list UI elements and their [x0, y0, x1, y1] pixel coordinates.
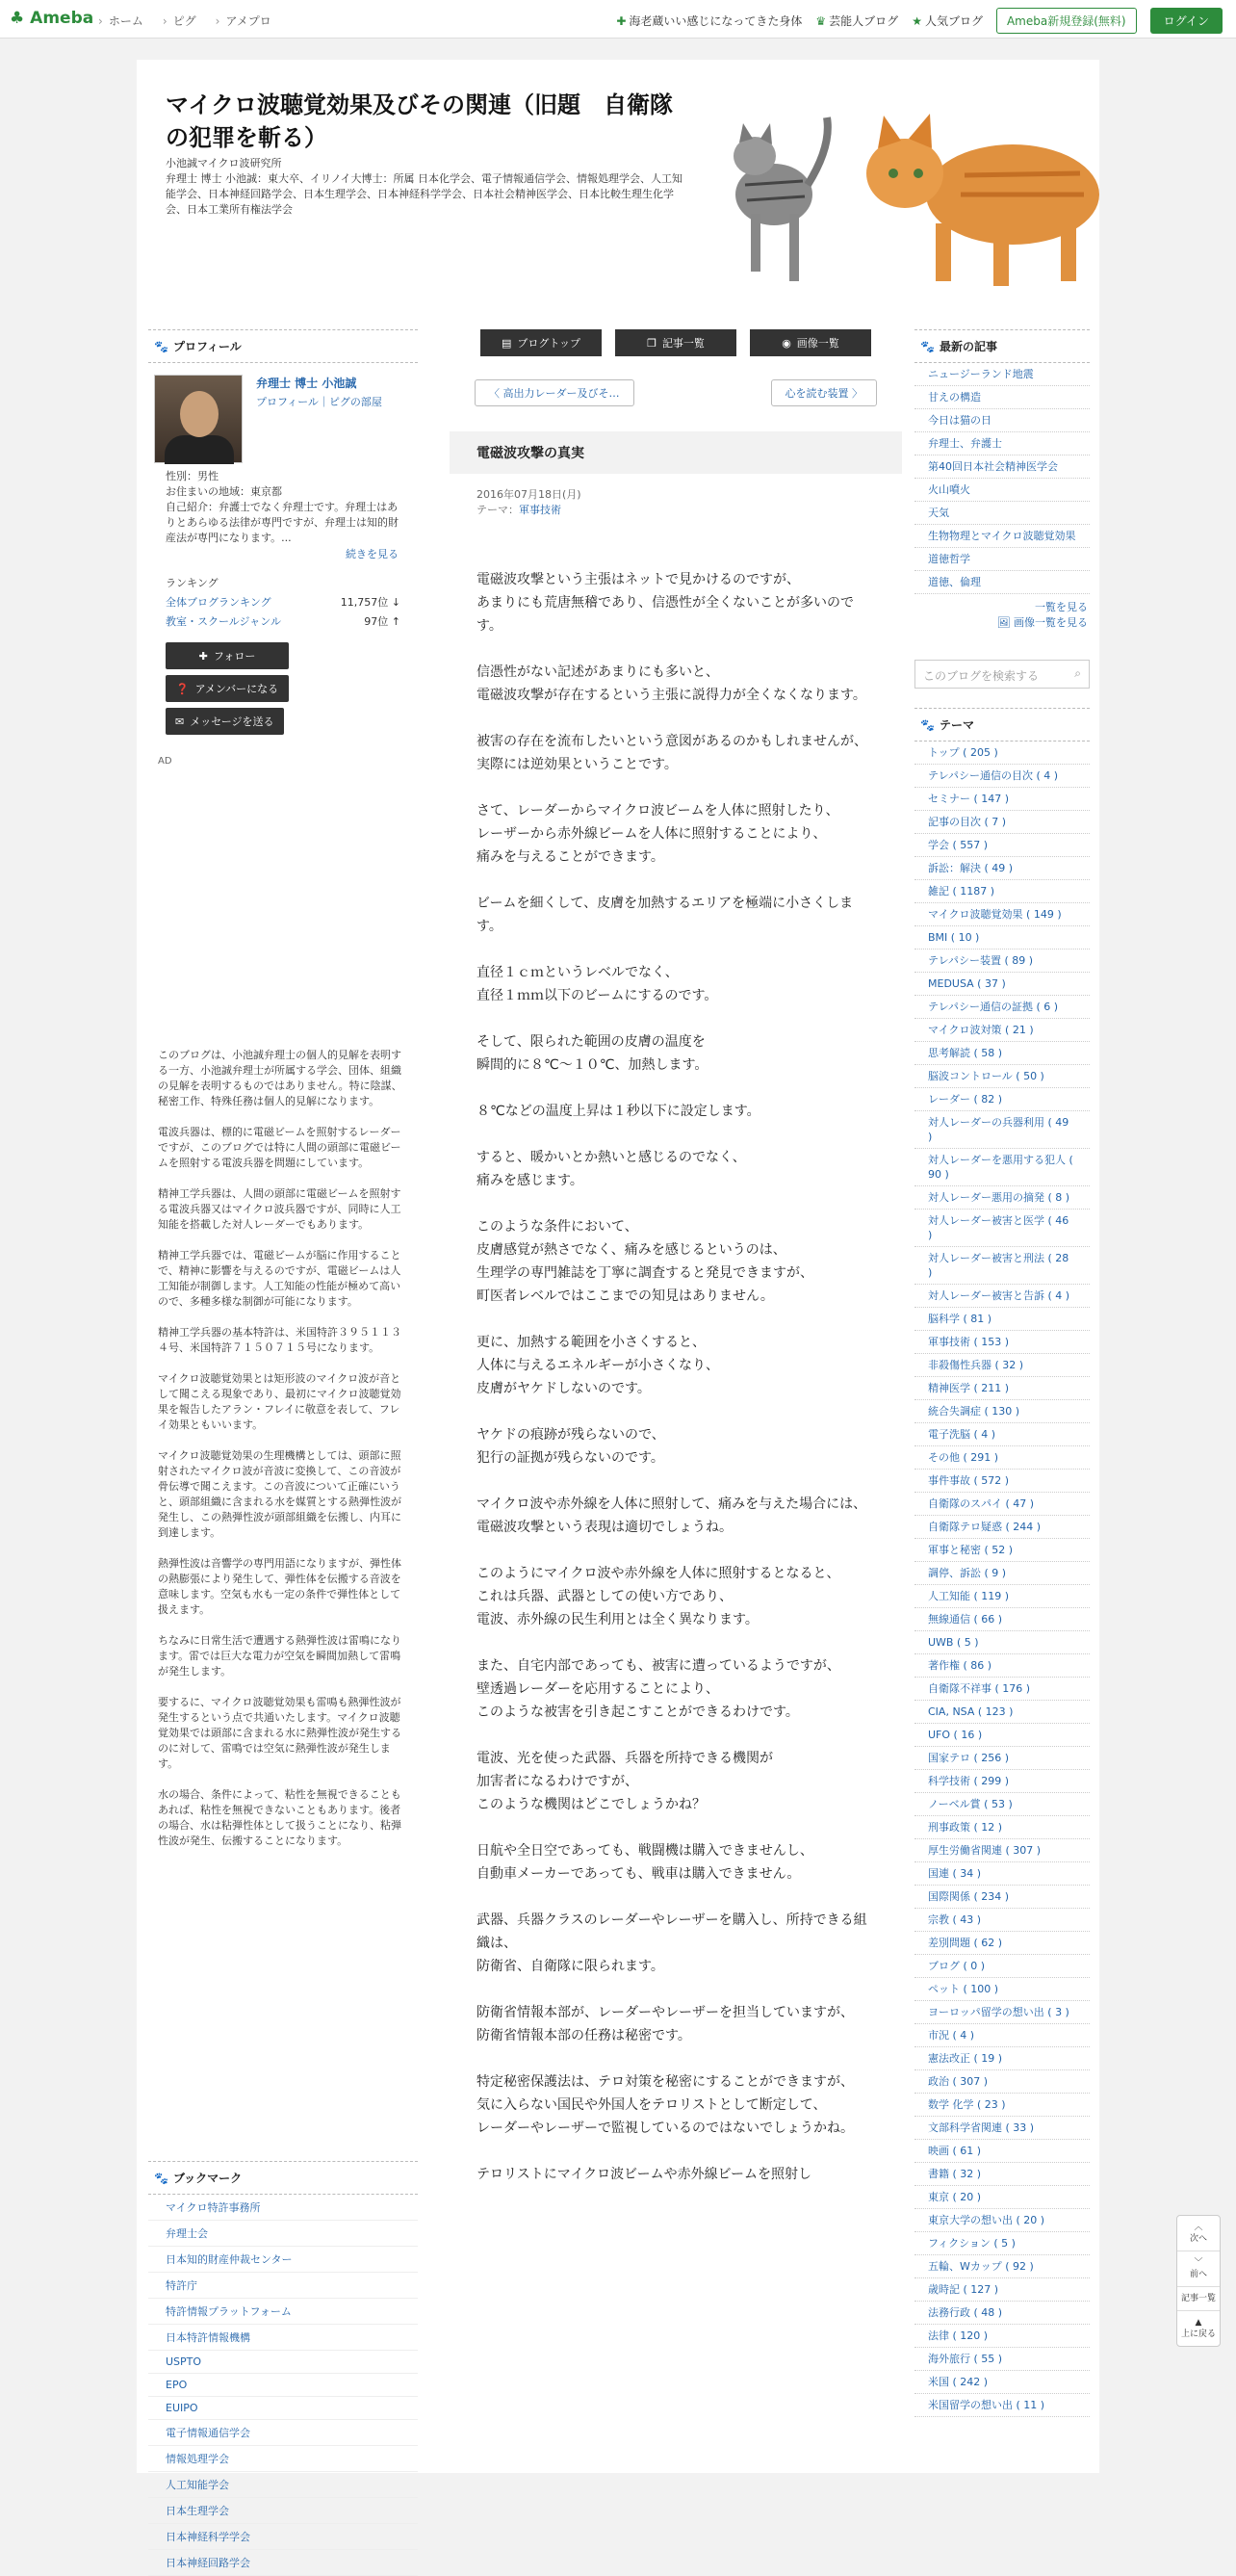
article-paragraph: このような条件において、 皮膚感覚が熱さでなく、痛みを感じるというのは、 生理学の専門雑誌を丁寧に調査すると発見できますが、 町医者レベルではここまでの知見はありません。 — [476, 1219, 813, 1304]
blog-title[interactable]: マイクロ波聴覚効果及びその関連（旧題 自衛隊の犯罪を斬る） — [166, 91, 674, 151]
article-paragraph: また、自宅内部であっても、被害に遭っているようですが、 壁透過レーダーを応用することにより、 このような被害を引き起こすことができるわけです。 — [476, 1658, 840, 1720]
theme-link[interactable]: 国家テロ ( 256 ) — [914, 1747, 1090, 1770]
tab-image-list[interactable]: ◉ 画像一覧 — [750, 329, 871, 356]
top-link-1[interactable]: ✚ 海老蔵いい感じになってきた身体 — [616, 14, 803, 28]
top-bar — [0, 0, 1236, 39]
profile-box — [148, 363, 418, 469]
theme-link[interactable]: 調停、訴訟 ( 9 ) — [914, 1562, 1090, 1585]
rank-genre-value: 97位 ↑ — [364, 615, 400, 628]
profile-heading: 🐾 プロフィール — [148, 329, 418, 363]
theme-link[interactable]: 法務行政 ( 48 ) — [914, 2302, 1090, 2325]
note-4: 精神工学兵器の基本特許は、米国特許３９５１１３４号、米国特許７１５０７１５号になります。 — [158, 1326, 401, 1354]
ameba-logo-icon: ♣ — [10, 9, 25, 28]
bookmark-item[interactable]: EPO — [148, 2374, 418, 2397]
blog-tabs — [450, 329, 902, 356]
theme-link[interactable]: 宗教 ( 43 ) — [914, 1909, 1090, 1932]
search-icon[interactable]: ⌕ — [1074, 666, 1081, 680]
top-link-3[interactable]: ★ 人気ブログ — [912, 14, 983, 28]
theme-link[interactable]: 軍事技術 ( 153 ) — [914, 1331, 1090, 1354]
theme-link[interactable]: 対人レーダーの兵器利用 ( 49 ) — [914, 1111, 1090, 1149]
note-3: 精神工学兵器では、電磁ビームが脳に作用することで、精神に影響を与えるのですが、電磁ビームは人工知能が制御します。人工知能の性能が極めて高いので、多種多様な制御が可能になります。 — [158, 1249, 401, 1308]
theme-link[interactable]: ノーベル賞 ( 53 ) — [914, 1793, 1090, 1816]
tab-article-list[interactable]: ❐ 記事一覧 — [615, 329, 736, 356]
theme-link[interactable]: 対人レーダー被害と医学 ( 46 ) — [914, 1210, 1090, 1247]
blog-description: 小池誠マイクロ波研究所 弁理士 博士 小池誠：東大卒、イリノイ大博士：所属 日本化学会、電子情報通信学会、情報処理学会、人工知能学会、日本神経回路学会、日本生理学会、日本神経科学学会、日本社会精神医学会、日本比較生理生化学会、日本工業所有権法学会 — [166, 157, 683, 216]
theme-link[interactable]: 米国留学の想い出 ( 11 ) — [914, 2394, 1090, 2417]
article-paragraph: そして、限られた範囲の皮膚の温度を 瞬間的に８℃～１０℃、加熱します。 — [476, 1034, 708, 1073]
image-list-link[interactable]: 画像一覧を見る — [1014, 616, 1088, 629]
theme-link[interactable]: 海外旅行 ( 55 ) — [914, 2348, 1090, 2371]
theme-link[interactable]: 政治 ( 307 ) — [914, 2070, 1090, 2094]
ad-label: AD — [158, 756, 172, 767]
theme-link[interactable]: UFO ( 16 ) — [914, 1724, 1090, 1747]
note-7: 熱弾性波は音響学の専門用語になりますが、弾性体の熱膨張により発生して、弾性体を伝搬する音波を意味します。空気も水も一定の条件で弾性体として扱えます。 — [158, 1557, 401, 1616]
theme-link[interactable]: 国際関係 ( 234 ) — [914, 1886, 1090, 1909]
paw-icon: 🐾 — [154, 2172, 168, 2185]
bookmark-item[interactable]: 日本生理学会 — [148, 2498, 418, 2524]
theme-link[interactable]: 書籍 ( 32 ) — [914, 2163, 1090, 2186]
ranking — [148, 561, 418, 629]
paw-icon: 🐾 — [920, 340, 935, 353]
bookmark-item[interactable]: 情報処理学会 — [148, 2446, 418, 2472]
top-right-nav — [616, 8, 1223, 34]
theme-link[interactable]: 事件事故 ( 572 ) — [914, 1470, 1090, 1493]
left-sidebar — [148, 329, 418, 2569]
ameba-logo[interactable]: ♣ Ameba — [10, 9, 94, 28]
bookmark-item[interactable]: 人工知能学会 — [148, 2472, 418, 2498]
note-8: ちなみに日常生活で遭遇する熱弾性波は雷鳴になります。雷では巨大な電力が空気を瞬間加熱して雷鳴が発生します。 — [158, 1634, 401, 1678]
theme-link[interactable]: 学会 ( 557 ) — [914, 834, 1090, 857]
theme-link[interactable]: 精神医学 ( 211 ) — [914, 1377, 1090, 1400]
article-paragraph: 信憑性がない記述があまりにも多いと、 電磁波攻撃が存在するという主張に説得力が全くなくなります。 — [476, 664, 866, 703]
theme-link[interactable]: 著作権 ( 86 ) — [914, 1654, 1090, 1678]
theme-link[interactable]: 訴訟：解決 ( 49 ) — [914, 857, 1090, 880]
plus-icon: ✚ — [198, 649, 208, 663]
theme-list — [914, 742, 1090, 2417]
article-paragraph: 電磁波攻撃という主張はネットで見かけるのですが、 あまりにも荒唐無稽であり、信憑性が全くないことが多いのです。 — [476, 572, 854, 634]
theme-section — [914, 708, 1090, 2417]
recent-list — [914, 363, 1090, 594]
article-body — [450, 518, 902, 2186]
theme-link[interactable]: BMI ( 10 ) — [914, 926, 1090, 950]
theme-link[interactable]: 歳時記 ( 127 ) — [914, 2278, 1090, 2302]
theme-link[interactable]: テレパシー通信の証拠 ( 6 ) — [914, 996, 1090, 1019]
triangle-up-icon: ▲ — [1195, 2318, 1202, 2328]
recent-article-link[interactable]: ニュージーランド地震 — [914, 363, 1090, 386]
camera-icon: ◉ — [782, 336, 791, 350]
ranking-label: ランキング — [166, 577, 219, 589]
bookmark-item[interactable]: マイクロ特許事務所 — [148, 2195, 418, 2221]
article-meta — [450, 474, 902, 518]
recent-article-link[interactable]: 弁理士、弁護士 — [914, 432, 1090, 455]
theme-link[interactable]: 対人レーダー悪用の摘発 ( 8 ) — [914, 1186, 1090, 1210]
article-theme-link[interactable]: 軍事技術 — [519, 504, 561, 516]
theme-link[interactable]: テレパシー通信の目次 ( 4 ) — [914, 765, 1090, 788]
profile-links[interactable]: プロフィール｜ピグの部屋 — [256, 396, 382, 408]
article-paragraph: すると、暖かいとか熱いと感じるのでなく、 痛みを感じます。 — [476, 1150, 746, 1188]
star-icon: ★ — [912, 14, 922, 28]
top-link-2[interactable]: ♛ 芸能人ブログ — [815, 14, 899, 28]
recent-article-link[interactable]: 今日は猫の日 — [914, 409, 1090, 432]
theme-link[interactable]: 厚生労働省関連 ( 307 ) — [914, 1839, 1090, 1862]
theme-link[interactable]: マイクロ波聴覚効果 ( 149 ) — [914, 903, 1090, 926]
theme-link[interactable]: 憲法改正 ( 19 ) — [914, 2047, 1090, 2070]
article-paragraph: マイクロ波や赤外線を人体に照射して、痛みを与えた場合には、 電磁波攻撃という表現は適切でしょうね。 — [476, 1496, 867, 1535]
note-9: 要するに、マイクロ波聴覚効果も雷鳴も熱弾性波が発生するという点で共通いたします。マイクロ波聴覚効果では頭部に含まれる水に熱弾性波が発生するのに対して、雷鳴では空気に熱弾性波が発生します。 — [158, 1696, 401, 1770]
theme-link[interactable]: 非殺傷性兵器 ( 32 ) — [914, 1354, 1090, 1377]
note-1: 電波兵器は、標的に電磁ビームを照射するレーダーですが、このブログでは特に人間の頭部に電磁ビームを照射する電波兵器を問題にしています。 — [158, 1126, 401, 1169]
profile-more-link[interactable]: 続きを見る — [346, 548, 399, 560]
nav-pigg[interactable]: › ピグ — [163, 13, 196, 29]
recent-heading: 🐾 最新の記事 — [914, 329, 1090, 363]
theme-link[interactable]: UWB ( 5 ) — [914, 1631, 1090, 1654]
mail-icon: ✉ — [175, 715, 185, 728]
theme-link[interactable]: 東京 ( 20 ) — [914, 2186, 1090, 2209]
paw-icon: 🐾 — [154, 340, 168, 353]
theme-link[interactable]: 雑記 ( 1187 ) — [914, 880, 1090, 903]
profile-buttons — [148, 629, 418, 735]
profile-name[interactable]: 弁理士 博士 小池誠 — [256, 377, 357, 390]
message-button[interactable]: ✉ メッセージを送る — [166, 708, 284, 735]
theme-link[interactable]: CIA, NSA ( 123 ) — [914, 1701, 1090, 1724]
theme-link[interactable]: 対人レーダーを悪用する犯人 ( 90 ) — [914, 1149, 1090, 1186]
bookmark-item[interactable]: 日本特許情報機構 — [148, 2325, 418, 2351]
crown-icon: ♛ — [815, 14, 827, 28]
main-column — [450, 329, 902, 2209]
theme-link[interactable]: 脳科学 ( 81 ) — [914, 1308, 1090, 1331]
recent-article-link[interactable]: 第40回日本社会精神医学会 — [914, 455, 1090, 479]
article-date: 2016年07月18日(月) — [476, 488, 581, 501]
copy-icon: ❐ — [647, 336, 657, 350]
bookmark-item[interactable]: 日本知的財産仲裁センター — [148, 2247, 418, 2273]
article-paragraph: ヤケドの痕跡が残らないので、 犯行の証拠が残らないのです。 — [476, 1427, 665, 1466]
theme-link[interactable]: マイクロ波対策 ( 21 ) — [914, 1019, 1090, 1042]
header-cat-image-gray — [697, 89, 841, 300]
recent-article-link[interactable]: 火山噴火 — [914, 479, 1090, 502]
recent-article-link[interactable]: 道徳、倫理 — [914, 571, 1090, 594]
theme-link[interactable]: 統合失調症 ( 130 ) — [914, 1400, 1090, 1423]
back-to-top-button[interactable]: ▲ 上に戻る — [1180, 2318, 1216, 2339]
plus-icon: ✚ — [616, 14, 627, 28]
theme-link[interactable]: トップ ( 205 ) — [914, 742, 1090, 765]
theme-link[interactable]: セミナー ( 147 ) — [914, 788, 1090, 811]
theme-label: テーマ： — [476, 504, 519, 516]
note-6: マイクロ波聴覚効果の生理機構としては、頭部に照射されたマイクロ波が音波に変換して、この音波が骨伝導で聞こえます。この音波について正確にいうと、頭部組織に含まれる水を媒質とする熱弾性波が発生し、この熱弾性波が頭部組織を伝搬し、内耳に到達します。 — [158, 1449, 401, 1539]
recent-article-link[interactable]: 道徳哲学 — [914, 548, 1090, 571]
theme-link[interactable]: フィクション ( 5 ) — [914, 2232, 1090, 2255]
theme-link[interactable]: ブログ ( 0 ) — [914, 1955, 1090, 1978]
bookmark-item[interactable]: USPTO — [148, 2351, 418, 2374]
nav-home[interactable]: › ホーム — [98, 13, 143, 29]
right-sidebar — [914, 329, 1090, 2417]
article-paragraph: 防衛省情報本部が、レーダーやレーザーを担当していますが、 防衛省情報本部の任務は秘密です。 — [476, 2005, 854, 2043]
article-paragraph: このようにマイクロ波や赤外線を人体に照射するとなると、 これは兵器、武器としての使い方であり、 電波、赤外線の民生利用とは全く異なります。 — [476, 1566, 840, 1627]
recent-more — [914, 594, 1090, 637]
article-paragraph: 武器、兵器クラスのレーダーやレーザーを購入し、所持できる組織は、 防衛省、自衛隊に限られます。 — [476, 1912, 867, 1974]
rank-overall-value: 11,757位 ↓ — [340, 596, 400, 609]
theme-link[interactable]: 刑事政策 ( 12 ) — [914, 1816, 1090, 1839]
article-paragraph: さて、レーダーからマイクロ波ビームを人体に照射したり、 レーザーから赤外線ビームを人体に照射することにより、 痛みを与えることができます。 — [476, 803, 839, 865]
bookmark-item[interactable]: 特許庁 — [148, 2273, 418, 2299]
article-paragraph: テロリストにマイクロ波ビームや赤外線ビームを照射し — [476, 2167, 812, 2182]
rank-overall-link[interactable]: 全体ブログランキング — [166, 596, 271, 609]
theme-heading: 🐾 テーマ — [914, 708, 1090, 742]
chevron-down-icon: ﹀ — [1194, 2258, 1203, 2268]
theme-link[interactable]: 人工知能 ( 119 ) — [914, 1585, 1090, 1608]
next-nav-button[interactable]: ︿ 次へ — [1177, 2216, 1220, 2251]
theme-link[interactable]: ペット ( 100 ) — [914, 1978, 1090, 2001]
bookmark-list — [148, 2195, 418, 2576]
theme-link[interactable]: 自衛隊不祥事 ( 176 ) — [914, 1678, 1090, 1701]
amember-button[interactable]: ❓ アメンバーになる — [166, 675, 289, 702]
bookmark-heading: 🐾 ブックマーク — [148, 2161, 418, 2195]
theme-link[interactable]: 差別問題 ( 62 ) — [914, 1932, 1090, 1955]
theme-link[interactable]: 国連 ( 34 ) — [914, 1862, 1090, 1886]
prev-article-button[interactable]: 〈 高出力レーダー及びそ… — [475, 379, 634, 406]
register-button[interactable]: Ameba新規登録(無料) — [996, 8, 1137, 34]
theme-link[interactable]: 米国 ( 242 ) — [914, 2371, 1090, 2394]
article-paragraph: 更に、加熱する範囲を小さくすると、 人体に与えるエネルギーが小さくなり、 皮膚がヤケドしないのです。 — [476, 1335, 719, 1396]
theme-link[interactable]: 自衛隊テロ疑惑 ( 244 ) — [914, 1516, 1090, 1539]
article-paragraph: 特定秘密保護法は、テロ対策を秘密にすることができますが、 気に入らない国民や外国人をテロリストとして断定して、 レーダーやレーザーで監視しているのではないでしょうかね。 — [476, 2074, 854, 2136]
bookmark-item[interactable]: 弁理士会 — [148, 2221, 418, 2247]
blog-page — [137, 60, 1099, 2569]
image-icon: 🖼 — [996, 616, 1011, 629]
login-button[interactable]: ログイン — [1150, 8, 1223, 34]
bookmark-item[interactable]: 特許情報プラットフォーム — [148, 2299, 418, 2325]
theme-link[interactable]: ヨーロッパ留学の想い出 ( 3 ) — [914, 2001, 1090, 2024]
theme-link[interactable]: テレパシー装置 ( 89 ) — [914, 950, 1090, 973]
theme-link[interactable]: 東京大学の想い出 ( 20 ) — [914, 2209, 1090, 2232]
paw-icon: 🐾 — [920, 718, 935, 732]
theme-link[interactable]: 映画 ( 61 ) — [914, 2140, 1090, 2163]
theme-link[interactable]: 数学 化学 ( 23 ) — [914, 2094, 1090, 2117]
blog-search-input[interactable]: このブログを検索する ⌕ — [914, 660, 1090, 689]
article-pager — [450, 379, 902, 406]
tab-blog-top[interactable]: ▤ ブログトップ — [480, 329, 602, 356]
note-10: 水の場合、条件によって、粘性を無視できることもあれば、粘性を無視できないこともあります。後者の場合、水は粘弾性体として扱うことになり、粘弾性波が発生、伝搬することになります。 — [158, 1788, 401, 1847]
theme-link[interactable]: 電子洗脳 ( 4 ) — [914, 1423, 1090, 1446]
header-cat-image-orange — [849, 98, 1095, 291]
list-more-link[interactable]: 一覧を見る — [1035, 601, 1088, 613]
article-paragraph: 直径１ｃｍというレベルでなく、 直径１ｍｍ以下のビームにするのです。 — [476, 965, 718, 1003]
theme-link[interactable]: 科学技術 ( 299 ) — [914, 1770, 1090, 1793]
bookmark-item[interactable]: EUIPO — [148, 2397, 418, 2420]
bookmark-section — [148, 2161, 418, 2576]
theme-link[interactable]: レーダー ( 82 ) — [914, 1088, 1090, 1111]
avatar[interactable] — [154, 375, 243, 463]
article-paragraph: ８℃などの温度上昇は１秒以下に設定します。 — [476, 1104, 760, 1119]
theme-link[interactable]: 無線通信 ( 66 ) — [914, 1608, 1090, 1631]
recent-article-link[interactable]: 甘えの構造 — [914, 386, 1090, 409]
theme-link[interactable]: 自衛隊のスパイ ( 47 ) — [914, 1493, 1090, 1516]
theme-link[interactable]: 法律 ( 120 ) — [914, 2325, 1090, 2348]
bookmark-item[interactable]: 電子情報通信学会 — [148, 2420, 418, 2446]
prev-nav-button[interactable]: ﹀ 前へ — [1177, 2251, 1220, 2287]
nav-amepro[interactable]: › アメプロ — [216, 13, 271, 29]
bookmark-item[interactable]: 日本神経科学学会 — [148, 2524, 418, 2550]
profile-info: 性別：男性 お住まいの地域：東京都 自己紹介：弁護士でなく弁理士です。弁理士はありとあらゆる法律が専門ですが、弁理士は知的財産法が専門になります。... — [166, 470, 399, 544]
floating-nav — [1176, 2215, 1221, 2347]
article-paragraph: 被害の存在を流布したいという意図があるのかもしれませんが、 実際には逆効果ということです。 — [476, 734, 867, 772]
theme-link[interactable]: 五輪、Wカップ ( 92 ) — [914, 2255, 1090, 2278]
theme-link[interactable]: 対人レーダー被害と告訴 ( 4 ) — [914, 1285, 1090, 1308]
bookmark-item[interactable]: 日本神経回路学会 — [148, 2550, 418, 2576]
theme-link[interactable]: 記事の目次 ( 7 ) — [914, 811, 1090, 834]
theme-link[interactable]: 軍事と秘密 ( 52 ) — [914, 1539, 1090, 1562]
top-nav — [98, 13, 271, 29]
article-paragraph: ビームを細くして、皮膚を加熱するエリアを極端に小さくします。 — [476, 896, 854, 934]
next-article-button[interactable]: 心を読む装置 〉 — [771, 379, 878, 406]
question-icon: ❓ — [175, 682, 190, 695]
theme-link[interactable]: 文部科学省関連 ( 33 ) — [914, 2117, 1090, 2140]
blog-notes — [148, 1048, 418, 1864]
rank-genre-link[interactable]: 教室・スクールジャンル — [166, 615, 282, 628]
theme-link[interactable]: 思考解読 ( 58 ) — [914, 1042, 1090, 1065]
note-0: このブログは、小池誠弁理士の個人的見解を表明する一方、小池誠弁理士が所属する学会、団体、組織の見解を表明するものではありません。特に陰謀、秘密工作、特殊任務は個人的見解になります。 — [158, 1049, 402, 1107]
theme-link[interactable]: MEDUSA ( 37 ) — [914, 973, 1090, 996]
blog-header — [137, 60, 1099, 310]
note-5: マイクロ波聴覚効果とは矩形波のマイクロ波が音として聞こえる現象であり、最初にマイクロ波聴覚効果を報告したアラン・フレイに敬意を表して、フレイ効果ともいいます。 — [158, 1372, 401, 1431]
article-list-nav-button[interactable]: 記事一覧 — [1177, 2287, 1220, 2311]
theme-link[interactable]: 対人レーダー被害と刑法 ( 28 ) — [914, 1247, 1090, 1285]
theme-link[interactable]: 市況 ( 4 ) — [914, 2024, 1090, 2047]
article-paragraph: 電波、光を使った武器、兵器を所持できる機関が 加害者になるわけですが、 このような機関はどこでしょうかね？ — [476, 1751, 773, 1812]
follow-button[interactable]: ✚ フォロー — [166, 642, 289, 669]
recent-article-link[interactable]: 生物物理とマイクロ波聴覚効果 — [914, 525, 1090, 548]
recent-article-link[interactable]: 天気 — [914, 502, 1090, 525]
article-title[interactable]: 電磁波攻撃の真実 — [450, 431, 902, 474]
note-2: 精神工学兵器は、人間の頭部に電磁ビームを照射する電波兵器又はマイクロ波兵器ですが、同時に人工知能を搭載した対人レーダーでもあります。 — [158, 1187, 401, 1231]
article-paragraph: 日航や全日空であっても、戦闘機は購入できませんし、 自動車メーカーであっても、戦車は購入できません。 — [476, 1843, 813, 1882]
theme-link[interactable]: 脳波コントロール ( 50 ) — [914, 1065, 1090, 1088]
theme-link[interactable]: その他 ( 291 ) — [914, 1446, 1090, 1470]
chevron-up-icon: ︿ — [1194, 2223, 1203, 2232]
list-icon: ▤ — [501, 336, 512, 350]
